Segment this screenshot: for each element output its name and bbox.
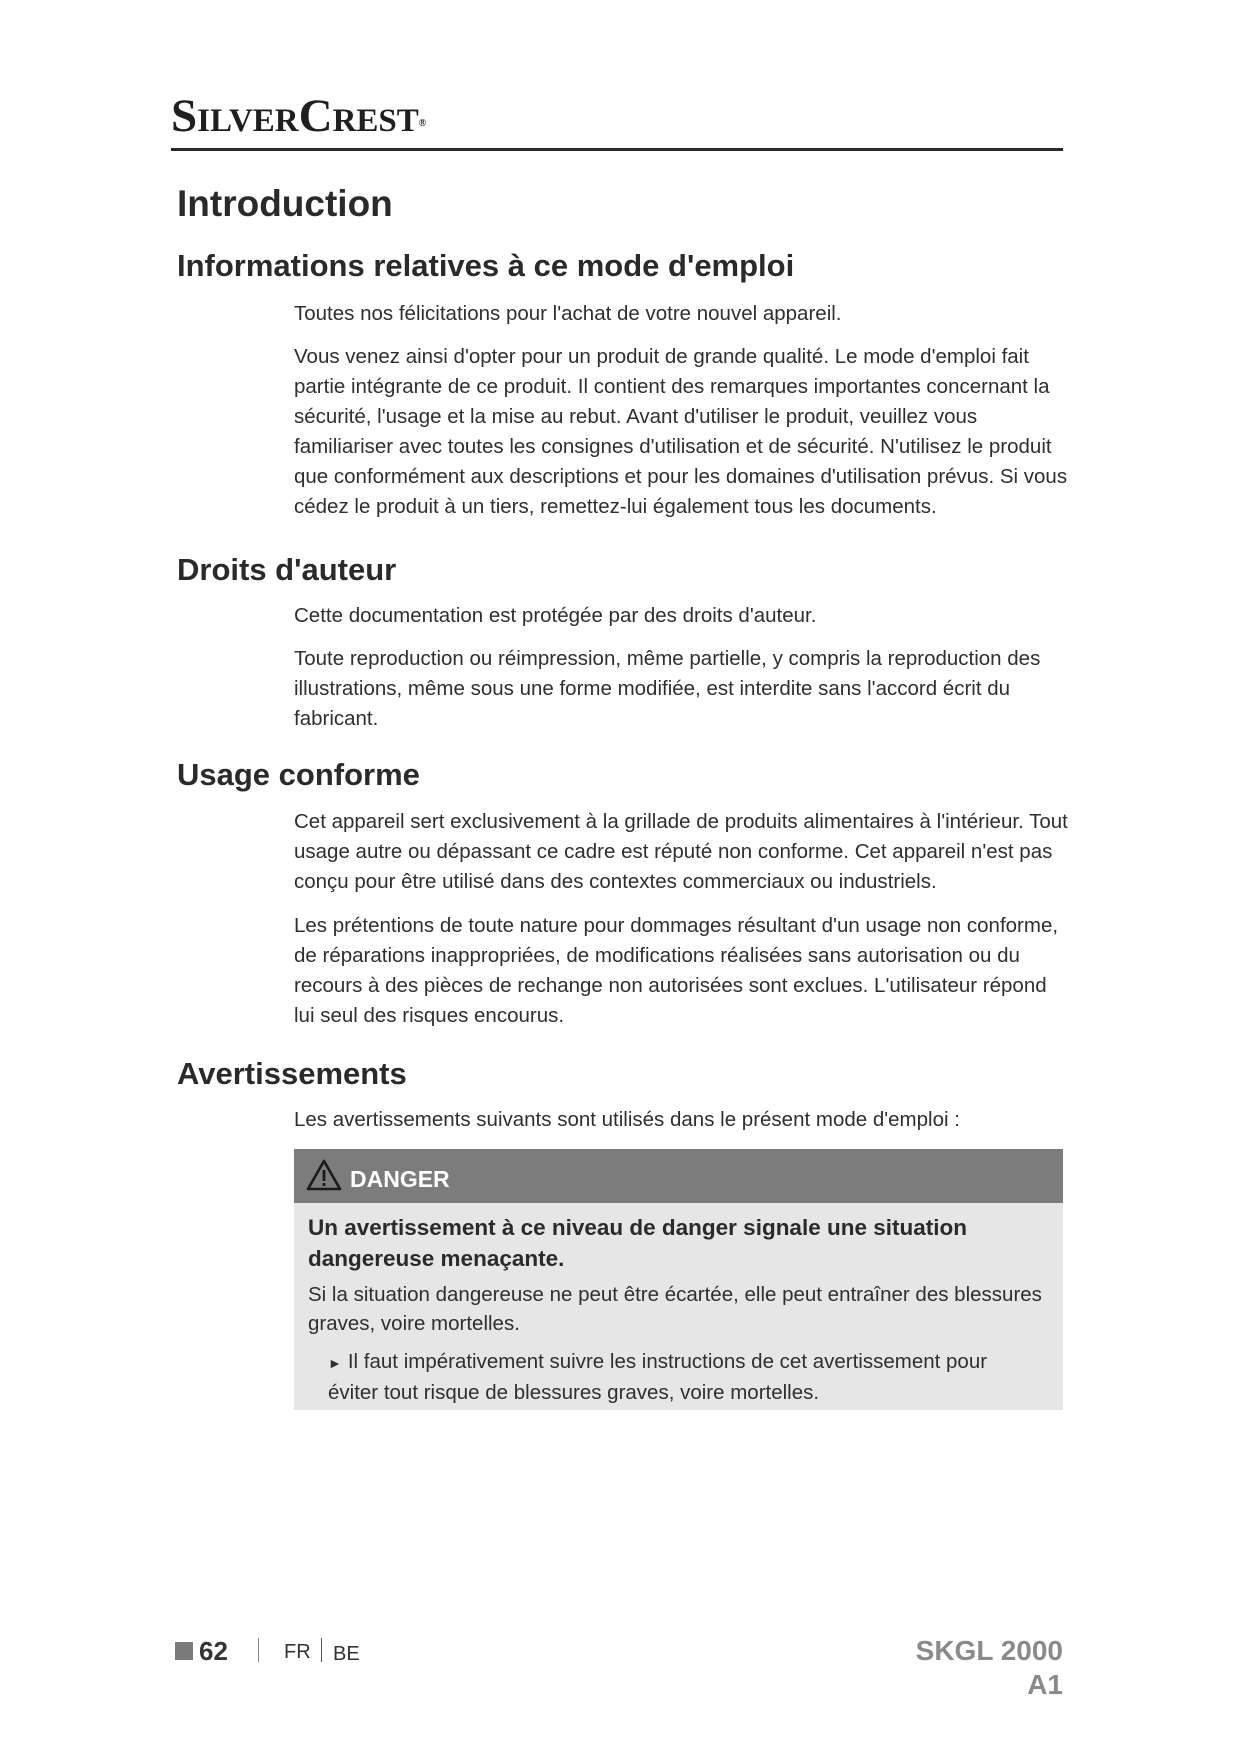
language-code-be: BE	[333, 1643, 360, 1665]
model-number: SKGL 2000 A1	[915, 1635, 1063, 1700]
section-heading-informations: Informations relatives à ce mode d'emploi	[177, 248, 795, 283]
paragraph: Toute reproduction ou réimpression, même partielle, y compris la reproduction des illustrations, même sous une forme modifiée, est interdite sans l'accord écrit du fabricant.	[294, 647, 1041, 730]
paragraph: Cet appareil sert exclusivement à la grillade de produits alimentaires à l'intérieur. Tout usage autre ou dépassant ce cadre est réputé non conforme. Cet appareil n'est pas conçu pour être utilisé dans des contextes commerciaux ou industriels.	[294, 810, 1068, 893]
header-rule	[171, 148, 1063, 151]
footer-divider	[321, 1638, 322, 1662]
page-marker-square	[175, 1642, 193, 1660]
registered-mark: ®	[418, 118, 427, 129]
danger-bullet	[328, 1347, 1028, 1408]
brand-name: SilverCrest	[171, 90, 419, 142]
danger-text: Si la situation dangereuse ne peut être écartée, elle peut entraîner des blessures graves, voire mortelles.	[308, 1283, 1042, 1335]
paragraph: Les prétentions de toute nature pour dommages résultant d'un usage non conforme, de réparations inappropriées, de modifications réalisées sans autorisation ou du recours à des pièces de rechange non autorisées sont exclues. L'utilisateur répond lui seul des risques encourus.	[294, 914, 1059, 1027]
brand-logo	[171, 90, 1063, 142]
danger-bold-text: Un avertissement à ce niveau de danger signale une situation dangereuse menaçante.	[308, 1215, 967, 1271]
paragraph: Les avertissements suivants sont utilisés dans le présent mode d'emploi :	[294, 1108, 960, 1131]
danger-bullet-text: Il faut impérativement suivre les instructions de cet avertissement pour éviter tout risque de blessures graves, voire mortelles.	[328, 1350, 988, 1404]
paragraph: Vous venez ainsi d'opter pour un produit de grande qualité. Le mode d'emploi fait partie intégrante de ce produit. Il contient des remarques importantes concernant la sécurité, l'usage et la mise au rebut. Avant d'utiliser le produit, veuillez vous familiariser avec toutes les consignes d'utilisation et de sécurité. N'utilisez le produit que conformément aux descriptions et pour les domaines d'utilisation prévus. Si vous cédez le produit à un tiers, remettez-lui également tous les documents.	[294, 345, 1068, 518]
warning-triangle-icon	[306, 1159, 342, 1191]
page-header	[171, 90, 1063, 142]
section-heading-droits: Droits d'auteur	[177, 552, 397, 587]
section-heading-avertissements: Avertissements	[177, 1056, 407, 1091]
page-title: Introduction	[177, 183, 393, 224]
danger-warning-box	[294, 1149, 1063, 1410]
page-footer	[0, 1634, 1241, 1700]
danger-header-bar	[294, 1149, 1063, 1203]
paragraph: Cette documentation est protégée par des droits d'auteur.	[294, 604, 817, 627]
language-code-fr: FR	[284, 1641, 311, 1663]
page-number: 62	[199, 1636, 228, 1666]
section-heading-usage: Usage conforme	[177, 757, 420, 792]
danger-label: DANGER	[350, 1166, 450, 1192]
arrow-right-icon: ►	[328, 1355, 342, 1371]
footer-divider	[258, 1638, 259, 1662]
paragraph: Toutes nos félicitations pour l'achat de votre nouvel appareil.	[294, 302, 842, 325]
